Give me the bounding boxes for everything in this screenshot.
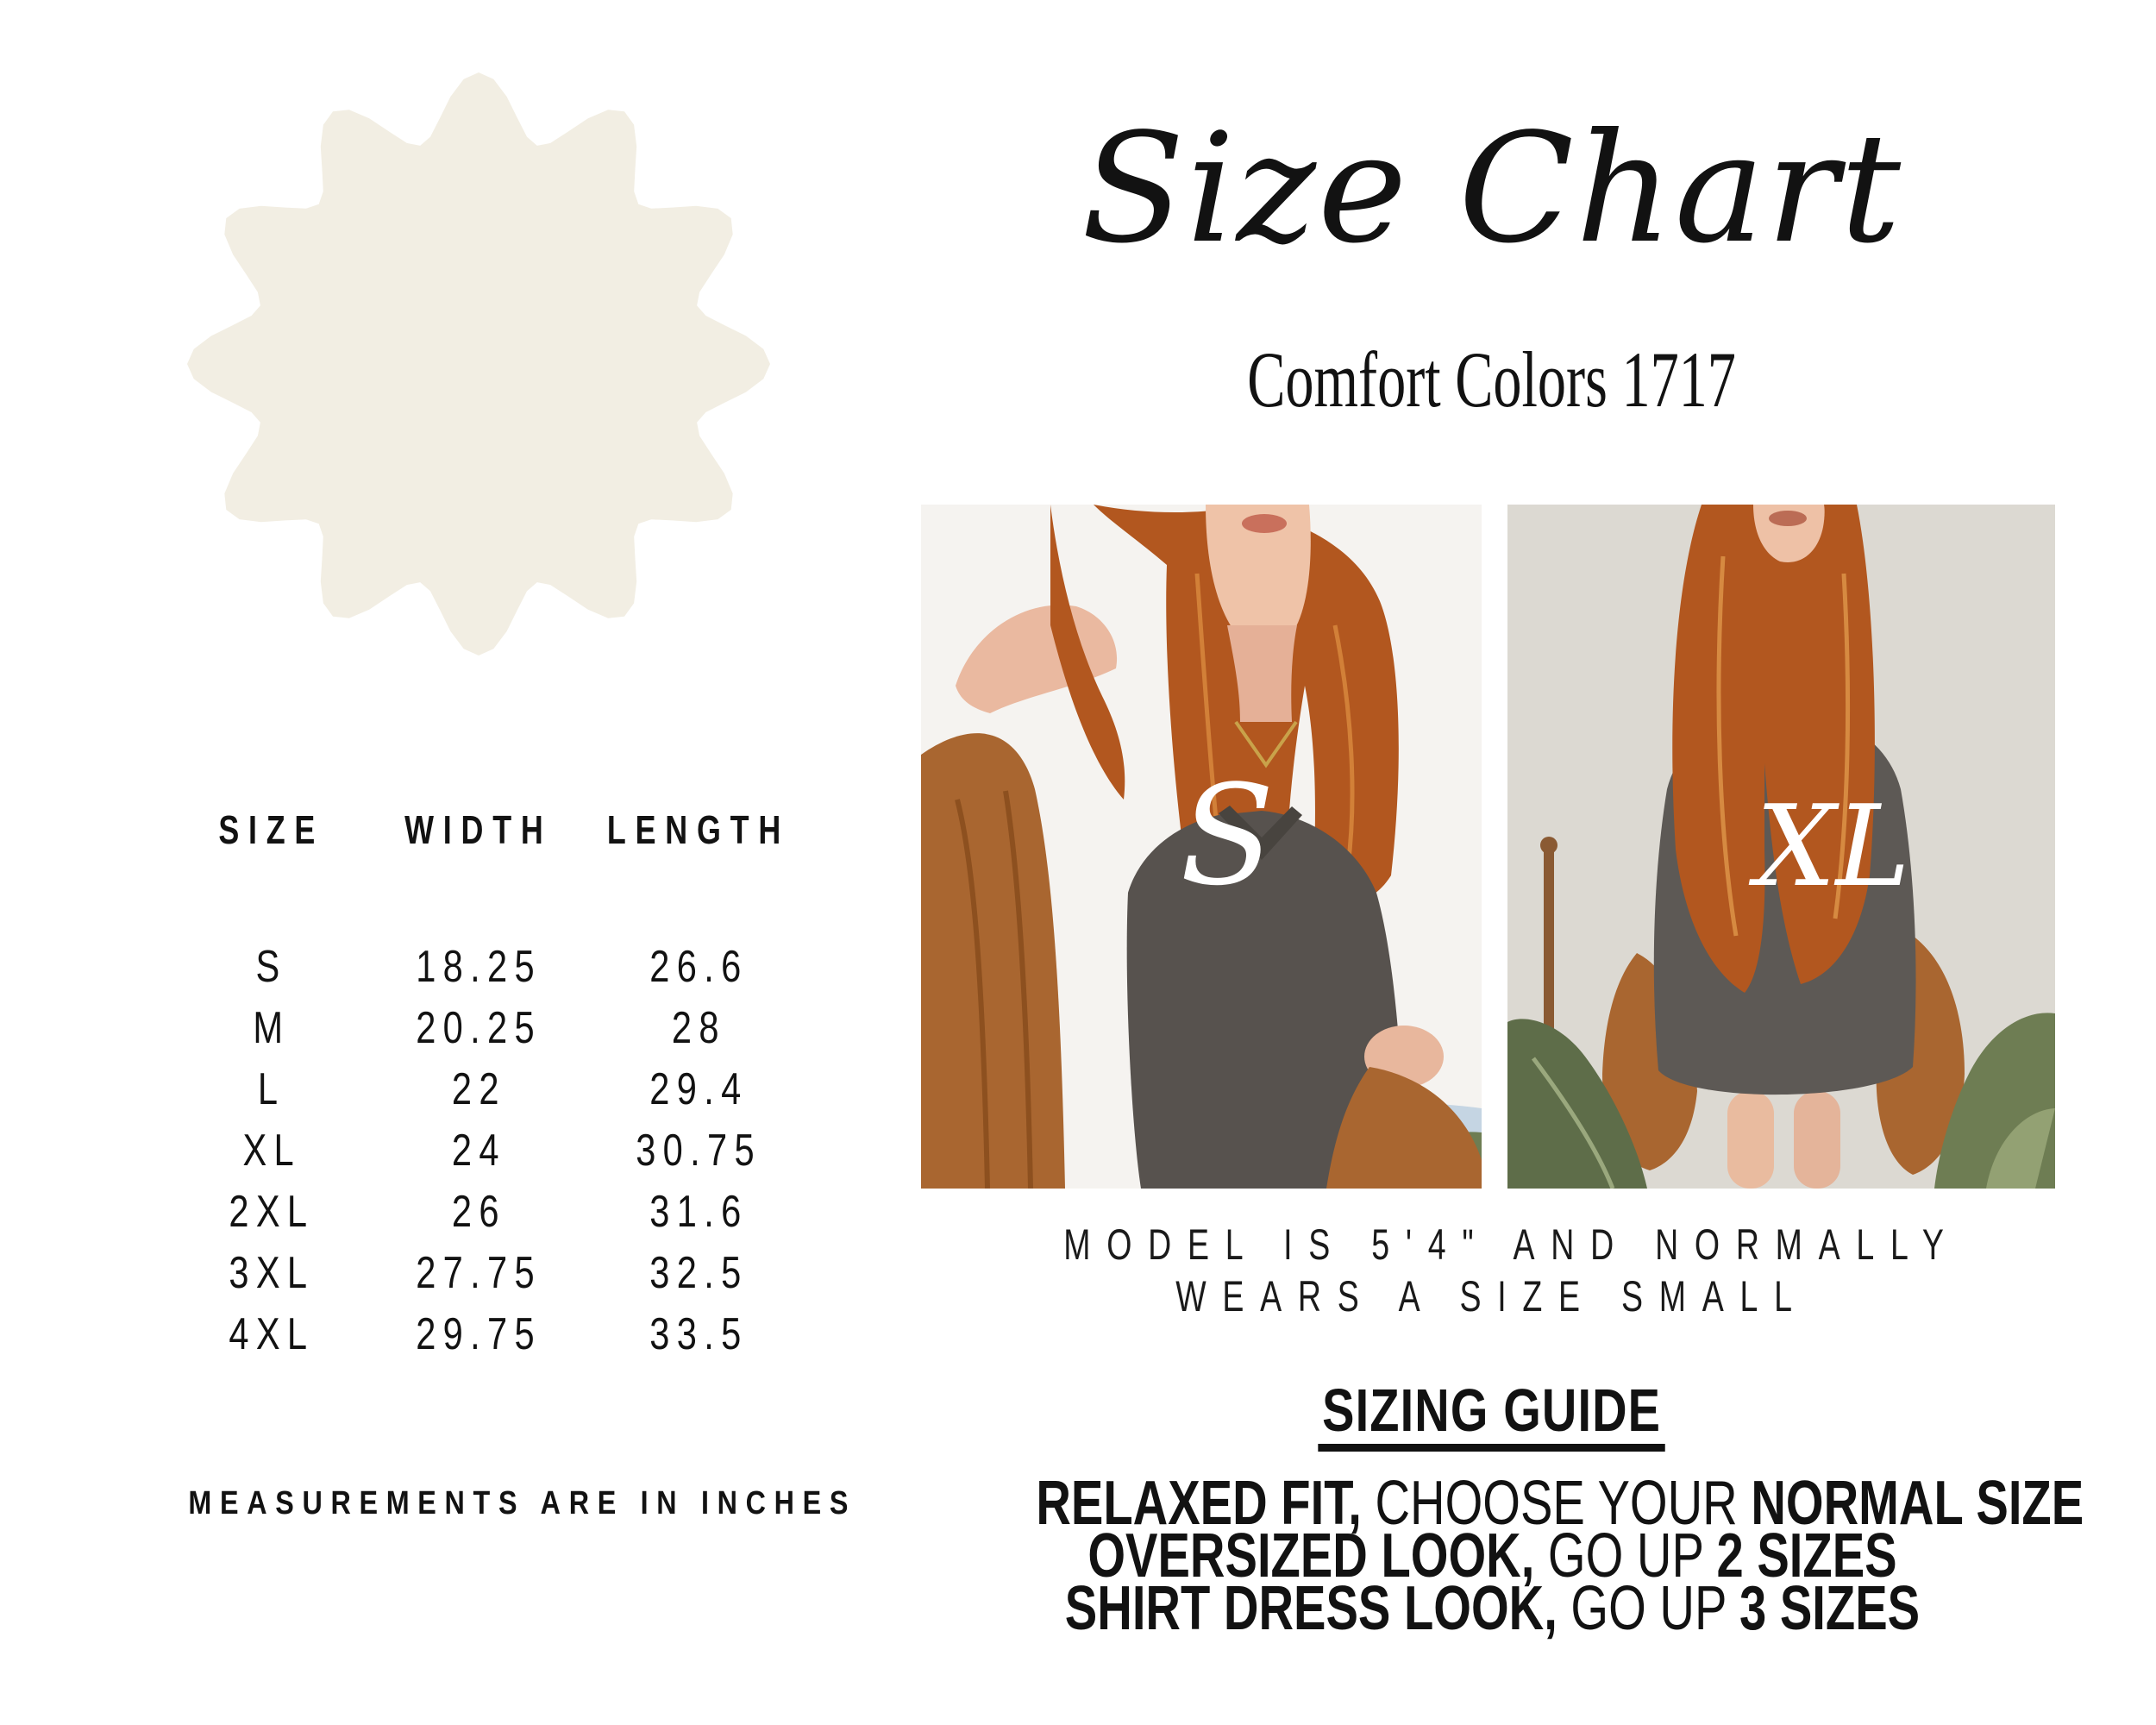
guide-strong-start: SHIRT DRESS LOOK, bbox=[1064, 1574, 1557, 1643]
table-cell-length: 32.5 bbox=[649, 1247, 749, 1298]
guide-strong-start: OVERSIZED LOOK, bbox=[1087, 1521, 1534, 1590]
table-row bbox=[164, 936, 819, 997]
page-title: Size Chart bbox=[1081, 102, 1903, 277]
model-note bbox=[914, 1219, 2070, 1322]
page-subtitle-text: Comfort Colors 1717 bbox=[1247, 336, 1737, 423]
guide-middle: GO UP bbox=[1570, 1574, 1726, 1643]
scalloped-blob-shape bbox=[187, 72, 770, 656]
leg-illustration bbox=[1794, 1091, 1840, 1189]
sizing-guide-heading: SIZING GUIDE bbox=[1319, 1380, 1666, 1452]
table-cell-width: 29.75 bbox=[416, 1308, 542, 1359]
table-cell-width: 22 bbox=[451, 1063, 506, 1114]
table-cell-length: 30.75 bbox=[636, 1125, 761, 1176]
lips-illustration bbox=[1242, 514, 1287, 533]
size-table-header bbox=[164, 806, 819, 853]
size-table-header-length: LENGTH bbox=[606, 807, 791, 852]
table-cell-width: 24 bbox=[451, 1125, 506, 1176]
scalloped-blob bbox=[177, 62, 780, 666]
sizing-guide-line-shirt-dress bbox=[888, 1574, 2096, 1643]
size-table-header-width: WIDTH bbox=[404, 807, 553, 852]
table-cell-size: XL bbox=[242, 1125, 301, 1176]
table-cell-length: 33.5 bbox=[649, 1308, 749, 1359]
table-cell-width: 20.25 bbox=[416, 1002, 542, 1053]
table-cell-size: 2XL bbox=[229, 1186, 315, 1237]
size-table-header-size: SIZE bbox=[218, 807, 325, 852]
shirt-size-label-xl: XL bbox=[1756, 781, 1910, 912]
size-table-rows bbox=[164, 936, 819, 1364]
model-note-line1: MODEL IS 5'4" AND NORMALLY bbox=[1063, 1220, 1960, 1269]
shirt-size-label-s: S bbox=[1180, 755, 1275, 916]
model-photo-size-xl bbox=[1507, 505, 2055, 1189]
table-row bbox=[164, 1181, 819, 1242]
leg-illustration bbox=[1727, 1091, 1774, 1189]
table-cell-size: M bbox=[253, 1002, 291, 1053]
table-cell-size: L bbox=[258, 1063, 285, 1114]
table-cell-width: 26 bbox=[451, 1186, 506, 1237]
measurements-note: MEASUREMENTS ARE IN INCHES bbox=[188, 1485, 857, 1521]
size-table bbox=[164, 806, 819, 1364]
guide-strong-start: RELAXED FIT, bbox=[1036, 1469, 1362, 1538]
guide-strong-end: 3 SIZES bbox=[1739, 1574, 1920, 1643]
lips-illustration bbox=[1769, 511, 1807, 526]
table-row bbox=[164, 1303, 819, 1364]
guide-middle: CHOOSE YOUR bbox=[1375, 1469, 1738, 1538]
table-cell-size: S bbox=[255, 941, 288, 992]
table-cell-width: 18.25 bbox=[416, 941, 542, 992]
guide-middle: GO UP bbox=[1547, 1521, 1703, 1590]
model-photo-size-s bbox=[921, 505, 1482, 1189]
table-row bbox=[164, 1242, 819, 1303]
table-row bbox=[164, 1058, 819, 1120]
table-cell-length: 29.4 bbox=[649, 1063, 749, 1114]
table-cell-size: 4XL bbox=[229, 1308, 315, 1359]
sizing-guide-lines bbox=[888, 1469, 2096, 1643]
table-cell-width: 27.75 bbox=[416, 1247, 542, 1298]
table-row bbox=[164, 1120, 819, 1181]
table-row bbox=[164, 997, 819, 1058]
table-cell-length: 28 bbox=[671, 1002, 726, 1053]
table-cell-length: 31.6 bbox=[649, 1186, 749, 1237]
table-cell-length: 26.6 bbox=[649, 941, 749, 992]
table-cell-size: 3XL bbox=[229, 1247, 315, 1298]
page-subtitle bbox=[888, 336, 2096, 423]
sizing-guide bbox=[888, 1377, 2096, 1643]
model-note-line2: WEARS A SIZE SMALL bbox=[1175, 1272, 1808, 1320]
guide-strong-end: NORMAL SIZE bbox=[1751, 1469, 2084, 1538]
guide-strong-end: 2 SIZES bbox=[1716, 1521, 1897, 1590]
